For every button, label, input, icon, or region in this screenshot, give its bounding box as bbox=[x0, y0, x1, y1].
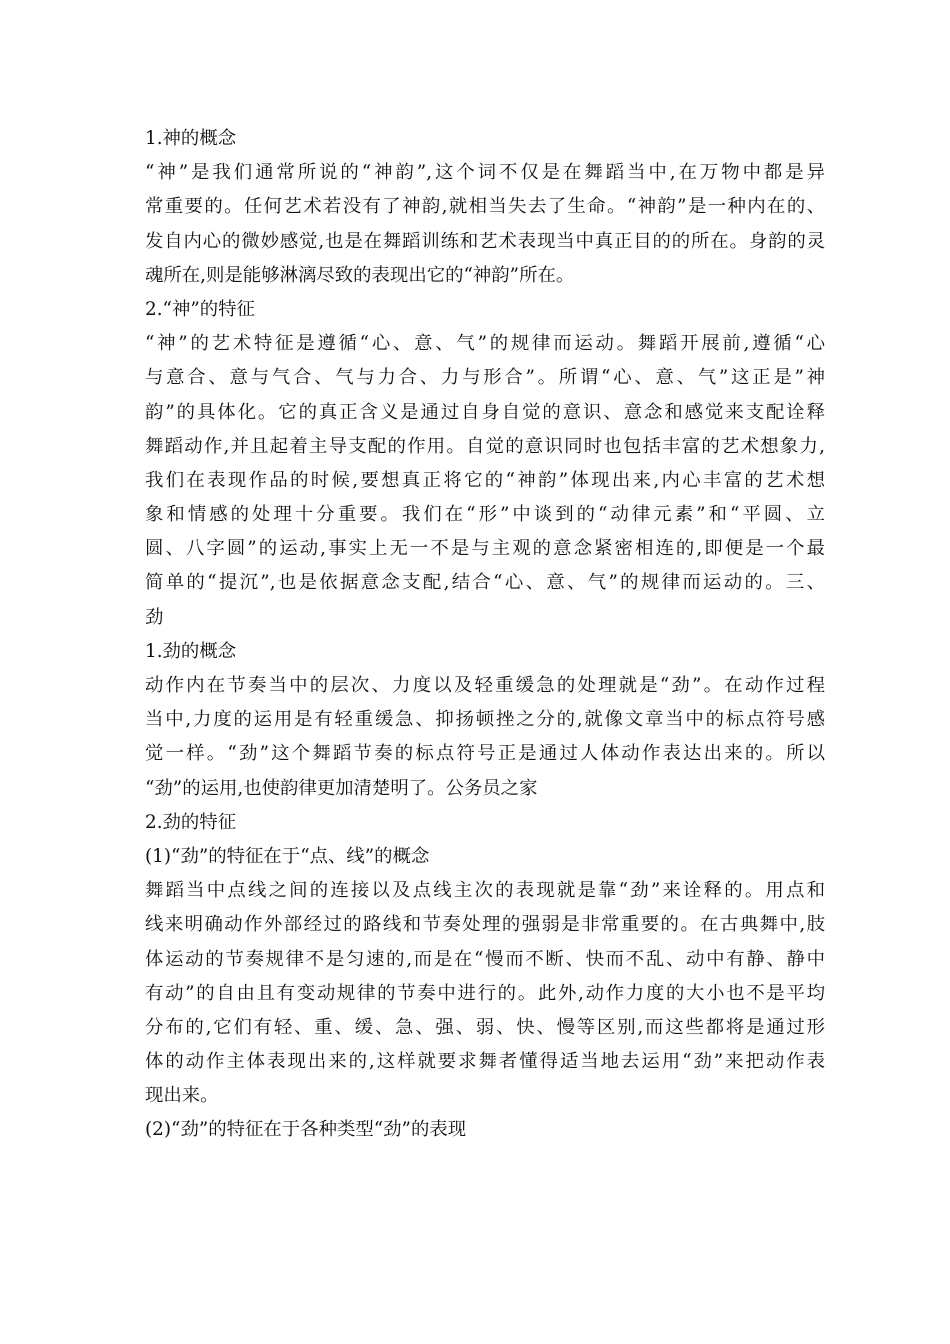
document-body bbox=[145, 122, 825, 1148]
paragraph-line: 舞蹈动作,并且起着主导支配的作用。自觉的意识同时也包括丰富的艺术想象力, bbox=[145, 435, 825, 457]
subheading-point-line: (1)“劲”的特征在于“点、线”的概念 bbox=[145, 845, 430, 867]
paragraph-line: 当中,力度的运用是有轻重缓急、抑扬顿挫之分的,就像文章当中的标点符号感 bbox=[145, 709, 825, 731]
paragraph-line: 体的动作主体表现出来的,这样就要求舞者懂得适当地去运用“劲”来把动作表 bbox=[145, 1051, 825, 1073]
heading-jin-features: 2.劲的特征 bbox=[145, 811, 237, 833]
paragraph-line: 有动”的自由且有变动规律的节奏中进行的。此外,动作力度的大小也不是平均 bbox=[145, 982, 825, 1004]
paragraph-line: 觉一样。“劲”这个舞蹈节奏的标点符号正是通过人体动作表达出来的。所以 bbox=[145, 743, 825, 765]
paragraph-line: “神”的艺术特征是遵循“心、意、气”的规律而运动。舞蹈开展前,遵循“心 bbox=[145, 333, 825, 355]
paragraph-line: 与意合、意与气合、气与力合、力与形合”。所谓“心、意、气”这正是”神 bbox=[145, 367, 825, 389]
heading-shen-concept: 1.神的概念 bbox=[145, 128, 237, 149]
paragraph-line: 象和情感的处理十分重要。我们在“形”中谈到的“动律元素”和“平圆、立 bbox=[145, 504, 825, 526]
heading-jin-concept: 1.劲的概念 bbox=[145, 640, 237, 662]
paragraph-line: 魂所在,则是能够淋漓尽致的表现出它的“神韵”所在。 bbox=[145, 264, 575, 286]
paragraph-line: “神”是我们通常所说的“神韵”,这个词不仅是在舞蹈当中,在万物中都是异 bbox=[145, 162, 825, 184]
paragraph-line: 发自内心的微妙感觉,也是在舞蹈训练和艺术表现当中真正目的的所在。身韵的灵 bbox=[145, 230, 825, 252]
paragraph-line: 分布的,它们有轻、重、缓、急、强、弱、快、慢等区别,而这些都将是通过形 bbox=[145, 1016, 825, 1038]
paragraph-line: 体运动的节奏规律不是匀速的,而是在“慢而不断、快而不乱、动中有静、静中 bbox=[145, 948, 825, 970]
paragraph-line: 圆、八字圆”的运动,事实上无一不是与主观的意念紧密相连的,即便是一个最 bbox=[145, 538, 825, 560]
heading-shen-features: 2.“神”的特征 bbox=[145, 298, 255, 320]
paragraph-line: 劲 bbox=[145, 606, 164, 628]
paragraph-line: 常重要的。任何艺术若没有了神韵,就相当失去了生命。“神韵”是一种内在的、 bbox=[145, 196, 825, 218]
paragraph-line: “劲”的运用,也使韵律更加清楚明了。公务员之家 bbox=[145, 777, 538, 799]
paragraph-line: 简单的“提沉”,也是依据意念支配,结合“心、意、气”的规律而运动的。三、 bbox=[145, 572, 825, 594]
paragraph-line: 韵”的具体化。它的真正含义是通过自身自觉的意识、意念和感觉来支配诠释 bbox=[145, 401, 825, 423]
paragraph-line: 我们在表现作品的时候,要想真正将它的“神韵”体现出来,内心丰富的艺术想 bbox=[145, 469, 825, 491]
subheading-jin-types: (2)“劲”的特征在于各种类型“劲”的表现 bbox=[145, 1119, 467, 1141]
paragraph-line: 动作内在节奏当中的层次、力度以及轻重缓急的处理就是“劲”。在动作过程 bbox=[145, 675, 825, 696]
paragraph-line: 线来明确动作外部经过的路线和节奏处理的强弱是非常重要的。在古典舞中,肢 bbox=[145, 914, 825, 936]
paragraph-line: 现出来。 bbox=[145, 1085, 219, 1107]
paragraph-line: 舞蹈当中点线之间的连接以及点线主次的表现就是靠“劲”来诠释的。用点和 bbox=[145, 880, 825, 902]
